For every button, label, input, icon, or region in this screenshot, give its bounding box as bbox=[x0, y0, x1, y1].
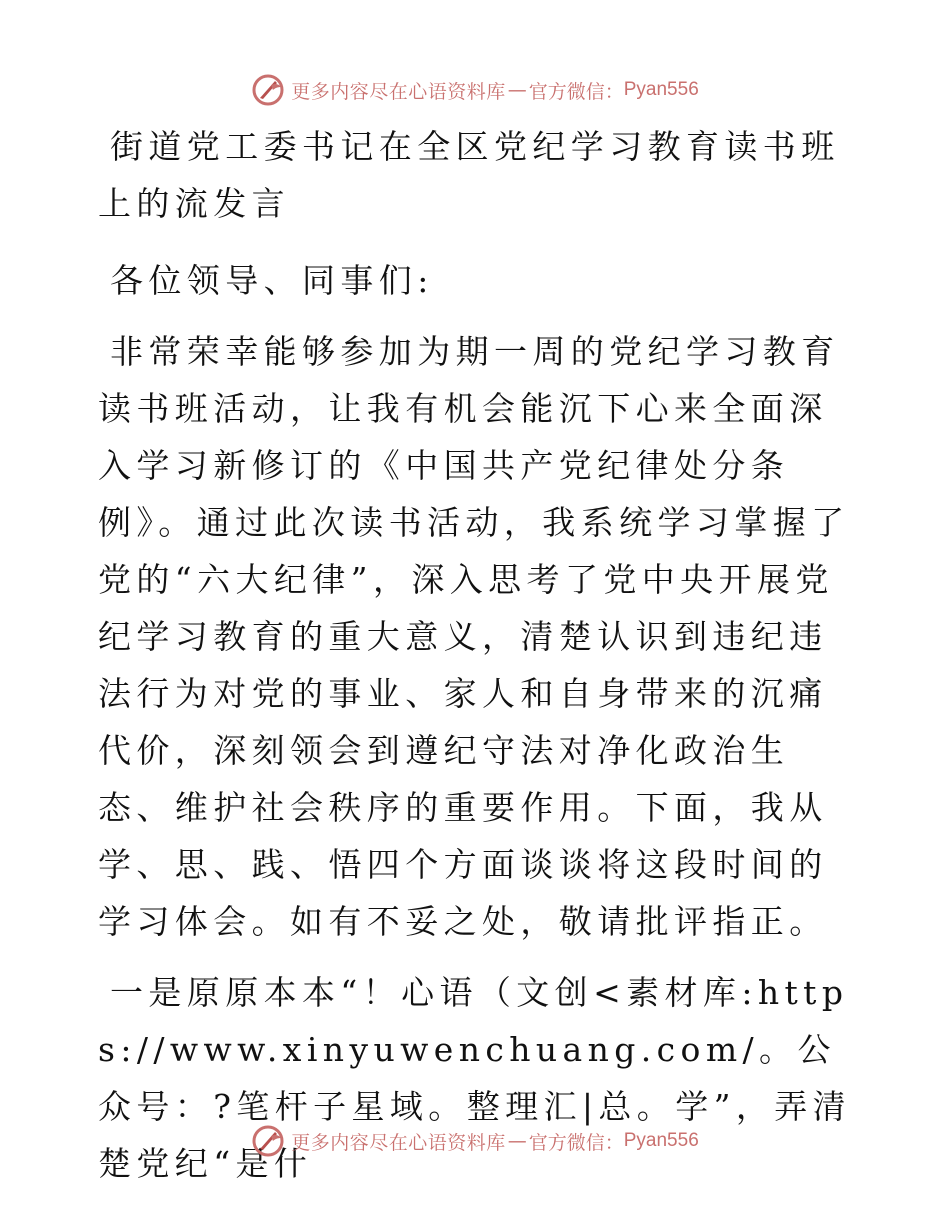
watermark-label: 官方微信： bbox=[528, 80, 624, 103]
footer-watermark bbox=[0, 1121, 950, 1161]
watermark-separator: — bbox=[507, 1130, 527, 1152]
document-title: 街道党工委书记在全区党纪学习教育读书班上的流发言 bbox=[98, 127, 840, 223]
quill-circle-icon bbox=[251, 73, 285, 107]
paragraph-section-one: 一是原原本本“！心语（文创<素材库:https://www.xinyuwenchuang.com/。公众号：?笔杆子星域。整理汇|总。学”，弄清楚党纪“是什 bbox=[98, 973, 852, 1183]
watermark-label: 官方微信： bbox=[528, 1131, 624, 1154]
paragraph-intro: 非常荣幸能够参加为期一周的党纪学习教育读书班活动，让我有机会能沉下心来全面深入学习新修订的《中国共产党纪律处分条例》。通过此次读书活动，我系统学习掌握了党的“六大纪律”，深入思考了党中央开展党纪学习教育的重大意义，清楚认识到违纪违法行为对党的事业、家人和自身带来的沉痛代价，深刻领会到遵纪守法对净化政治生态、维护社会秩序的重要作用。下面，我从学、思、践、悟四个方面谈谈将这段时间的学习体会。如有不妥之处，敬请批评指正。 bbox=[98, 332, 850, 941]
watermark-text: 更多内容尽在心语资料库 bbox=[291, 1131, 506, 1154]
document-body bbox=[98, 118, 858, 1192]
watermark-separator: — bbox=[507, 79, 527, 101]
salutation: 各位领导、同事们: bbox=[110, 261, 434, 300]
header-watermark bbox=[0, 70, 950, 110]
quill-circle-icon bbox=[251, 1124, 285, 1158]
watermark-wechat-id: Pyan556 bbox=[623, 1130, 699, 1151]
watermark-wechat-id: Pyan556 bbox=[623, 79, 699, 100]
watermark-text: 更多内容尽在心语资料库 bbox=[291, 80, 506, 103]
